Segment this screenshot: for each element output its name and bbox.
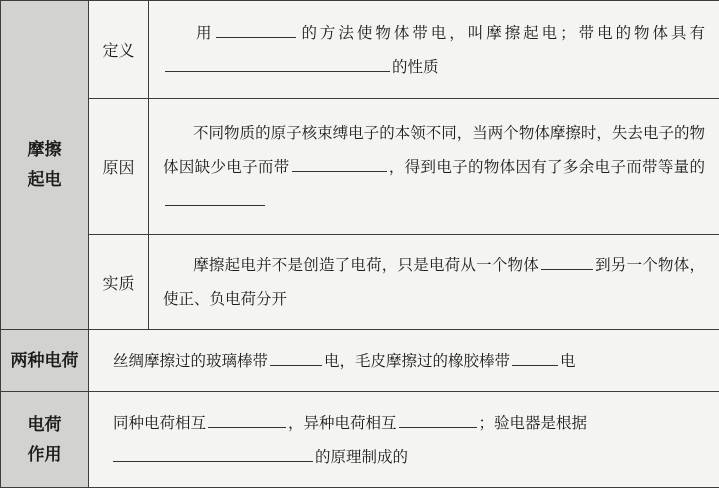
blank-glass-rod-charge[interactable] (270, 345, 322, 366)
category-friction-line2: 起电 (1, 165, 88, 195)
row-interaction (1, 392, 719, 488)
row-definition (1, 1, 719, 99)
row-two-kinds (1, 330, 719, 392)
label-definition: 定义 (89, 1, 149, 99)
label-essence: 实质 (89, 235, 149, 330)
blank-property[interactable] (165, 51, 390, 72)
category-interaction-line1: 电荷 (1, 410, 88, 440)
blank-unlike-charges[interactable] (399, 407, 477, 428)
interaction-text: 同种电荷相互 ，异种电荷相互 ；验电器是根据 的原理制成的 (89, 392, 719, 488)
category-friction-line1: 摩擦 (1, 135, 88, 165)
category-charge-interaction (1, 392, 89, 488)
label-cause: 原因 (89, 99, 149, 235)
blank-like-charges[interactable] (208, 407, 286, 428)
cause-text: 不同物质的原子核束缚电子的本领不同，当两个物体摩擦时，失去电子的物体因缺少电子而带 ，得到电子的物体因有了多余电子而带等量的 (149, 99, 719, 235)
blank-transfer[interactable] (541, 249, 593, 270)
essence-text: 摩擦起电并不是创造了电荷，只是电荷从一个物体 到另一个物体，使正、负电荷分开 (149, 235, 719, 330)
category-interaction-line2: 作用 (1, 440, 88, 470)
blank-method[interactable] (216, 17, 296, 38)
row-essence (1, 235, 719, 330)
blank-electroscope-principle[interactable] (113, 441, 313, 462)
category-friction-electrification (1, 1, 89, 330)
definition-text: 用 的方法使物体带电，叫摩擦起电；带电的物体具有的性质 (149, 1, 719, 99)
row-cause (1, 99, 719, 235)
blank-lose-charge[interactable] (292, 151, 387, 172)
category-two-kinds-of-charge: 两种电荷 (1, 330, 89, 392)
blank-gain-charge[interactable] (165, 185, 265, 206)
two-kinds-text: 丝绸摩擦过的玻璃棒带 电，毛皮摩擦过的橡胶棒带 电 (89, 330, 719, 392)
blank-rubber-rod-charge[interactable] (512, 345, 558, 366)
